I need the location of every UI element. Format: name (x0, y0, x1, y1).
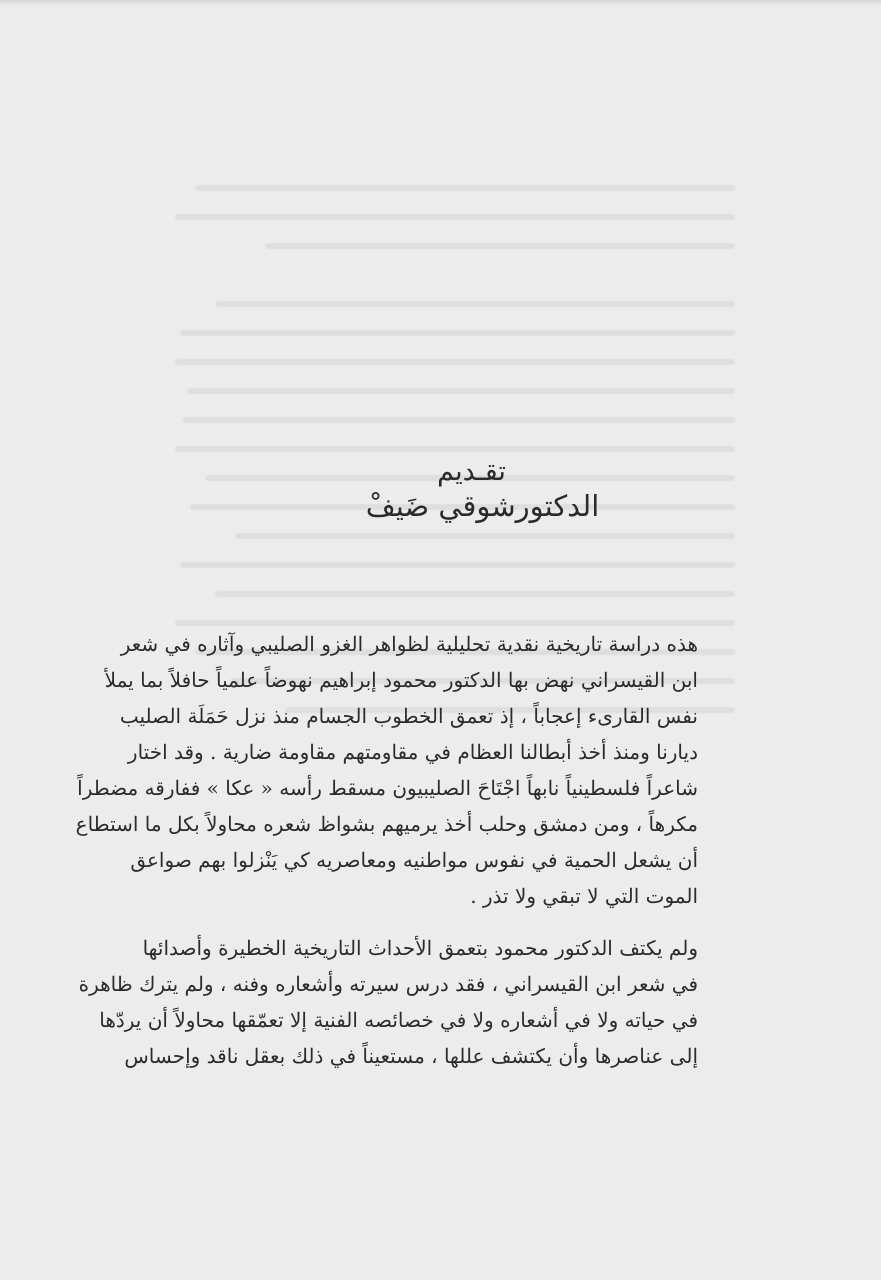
text-line: إلى عناصرها وأن يكتشف عللها ، مستعيناً في ذلك بعقل ناقد وإحساس (124, 1044, 698, 1068)
text-line: ديارنا ومنذ أخذ أبطالنا العظام في مقاومتهم مقاومة ضارية . وقد اختار (127, 740, 698, 764)
text-line: الموت التي لا تبقي ولا تذر . (470, 884, 698, 908)
bleed-line (183, 417, 735, 423)
bleed-line (215, 591, 735, 597)
bleed-line (175, 214, 735, 220)
bleed-line (187, 388, 735, 394)
text-line: أن يشعل الحمية في نفوس مواطنيه ومعاصريه كي يَنْزلوا بهم صواعق (130, 848, 698, 872)
bleed-line (235, 533, 735, 539)
text-line: مكرهاً ، ومن دمشق وحلب أخذ يرميهم بشواظ شعره محاولاً بكل ما استطاع (75, 812, 698, 836)
text-line: ولم يكتف الدكتور محمود بتعمق الأحداث التاريخية الخطيرة وأصدائها (142, 936, 698, 960)
text-line: شاعراً فلسطينياً نابهاً اجْتَاحَ الصليبيون مسقط رأسه « عكا » ففارقه مضطراً (77, 776, 698, 800)
bleed-line (180, 562, 735, 568)
text-line: في شعر ابن القيسراني ، فقد درس سيرته وأشعاره وفنه ، ولم يترك ظاهرة (78, 972, 698, 996)
text-line: ابن القيسراني نهض بها الدكتور محمود إبراهيم نهوضاً علمياً حافلاً بما يملأ (104, 668, 698, 692)
bleed-line (175, 620, 735, 626)
text-line: هذه دراسة تاريخية نقدية تحليلية لظواهر الغزو الصليبي وآثاره في شعر (120, 632, 698, 656)
bleed-line (265, 243, 735, 249)
bleed-line (180, 330, 735, 336)
text-line: نفس القارىء إعجاباً ، إذ تعمق الخطوب الجسام منذ نزل حَمَلَة الصليب (119, 704, 698, 728)
page-top-edge-shadow (0, 0, 881, 6)
author-name: الدكتورشوقي ضَيفْ (365, 489, 600, 523)
bleed-line (195, 185, 735, 191)
bleed-line (215, 301, 735, 307)
text-line: في حياته ولا في أشعاره ولا في خصائصه الفنية إلا تعمّقها محاولاً أن يردّها (99, 1008, 698, 1032)
bleed-line (175, 446, 735, 452)
bleed-line (175, 359, 735, 365)
section-title: تقـديم (437, 456, 506, 487)
